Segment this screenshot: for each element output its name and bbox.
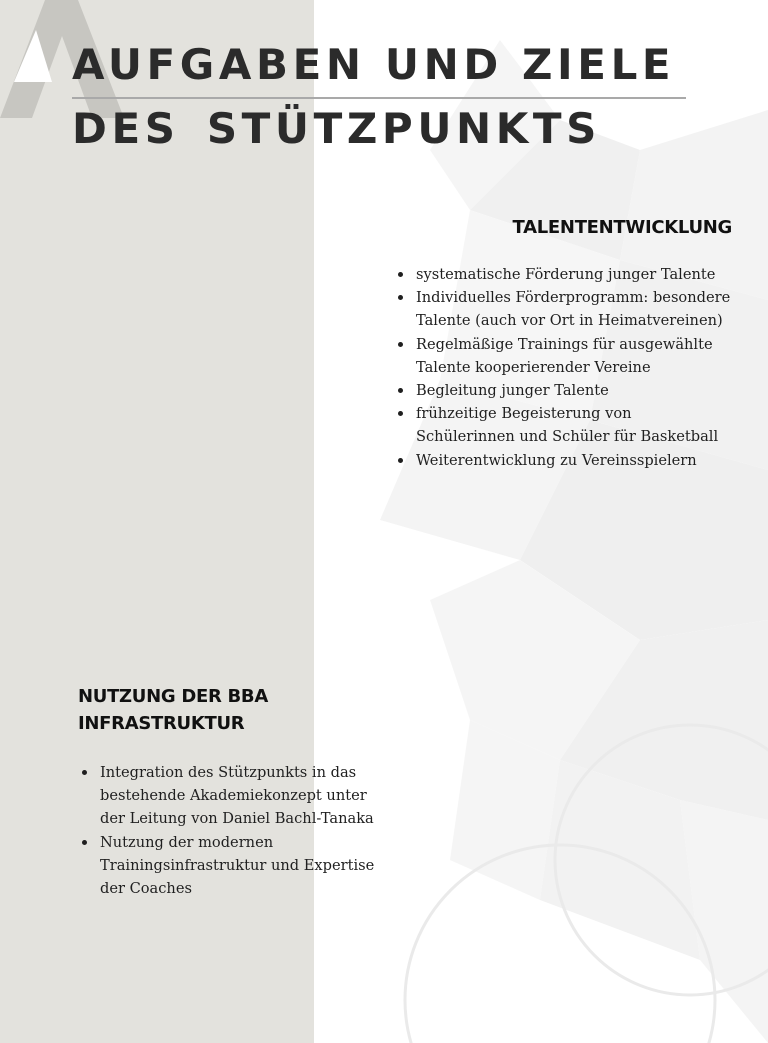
list-item: Begleitung junger Talente <box>394 379 734 402</box>
list-item: Nutzung der modernen Trainingsinfrastruktur und Expertise der Coaches <box>78 831 390 901</box>
talent-bullet-list <box>394 263 734 472</box>
list-item: systematische Förderung junger Talente <box>394 263 734 286</box>
infra-bullet-list <box>78 761 390 900</box>
list-item: Integration des Stützpunkts in das bestehende Akademiekonzept unter der Leitung von Daniel Bachl-Tanaka <box>78 761 390 831</box>
title-divider <box>72 97 686 99</box>
list-item: Individuelles Förderprogramm: besondere Talente (auch vor Ort in Heimatvereinen) <box>394 286 734 332</box>
list-item: Weiterentwicklung zu Vereinsspielern <box>394 449 734 472</box>
wolf-watermark <box>380 40 768 1043</box>
list-item: Regelmäßige Trainings für ausgewählte Talente kooperierender Vereine <box>394 333 734 379</box>
infra-section-heading <box>78 683 318 737</box>
page-title-line-1: AUFGABEN UND ZIELE <box>72 40 676 89</box>
infra-heading-line-1: NUTZUNG DER BBA <box>78 686 268 707</box>
infra-heading-line-2: INFRASTRUKTUR <box>78 713 245 734</box>
page-title-line-2: DES STÜTZPUNKTS <box>72 104 602 153</box>
talent-section-heading: TALENTENTWICKLUNG <box>512 217 732 238</box>
list-item: frühzeitige Begeisterung von Schülerinnen und Schüler für Basketball <box>394 402 734 448</box>
